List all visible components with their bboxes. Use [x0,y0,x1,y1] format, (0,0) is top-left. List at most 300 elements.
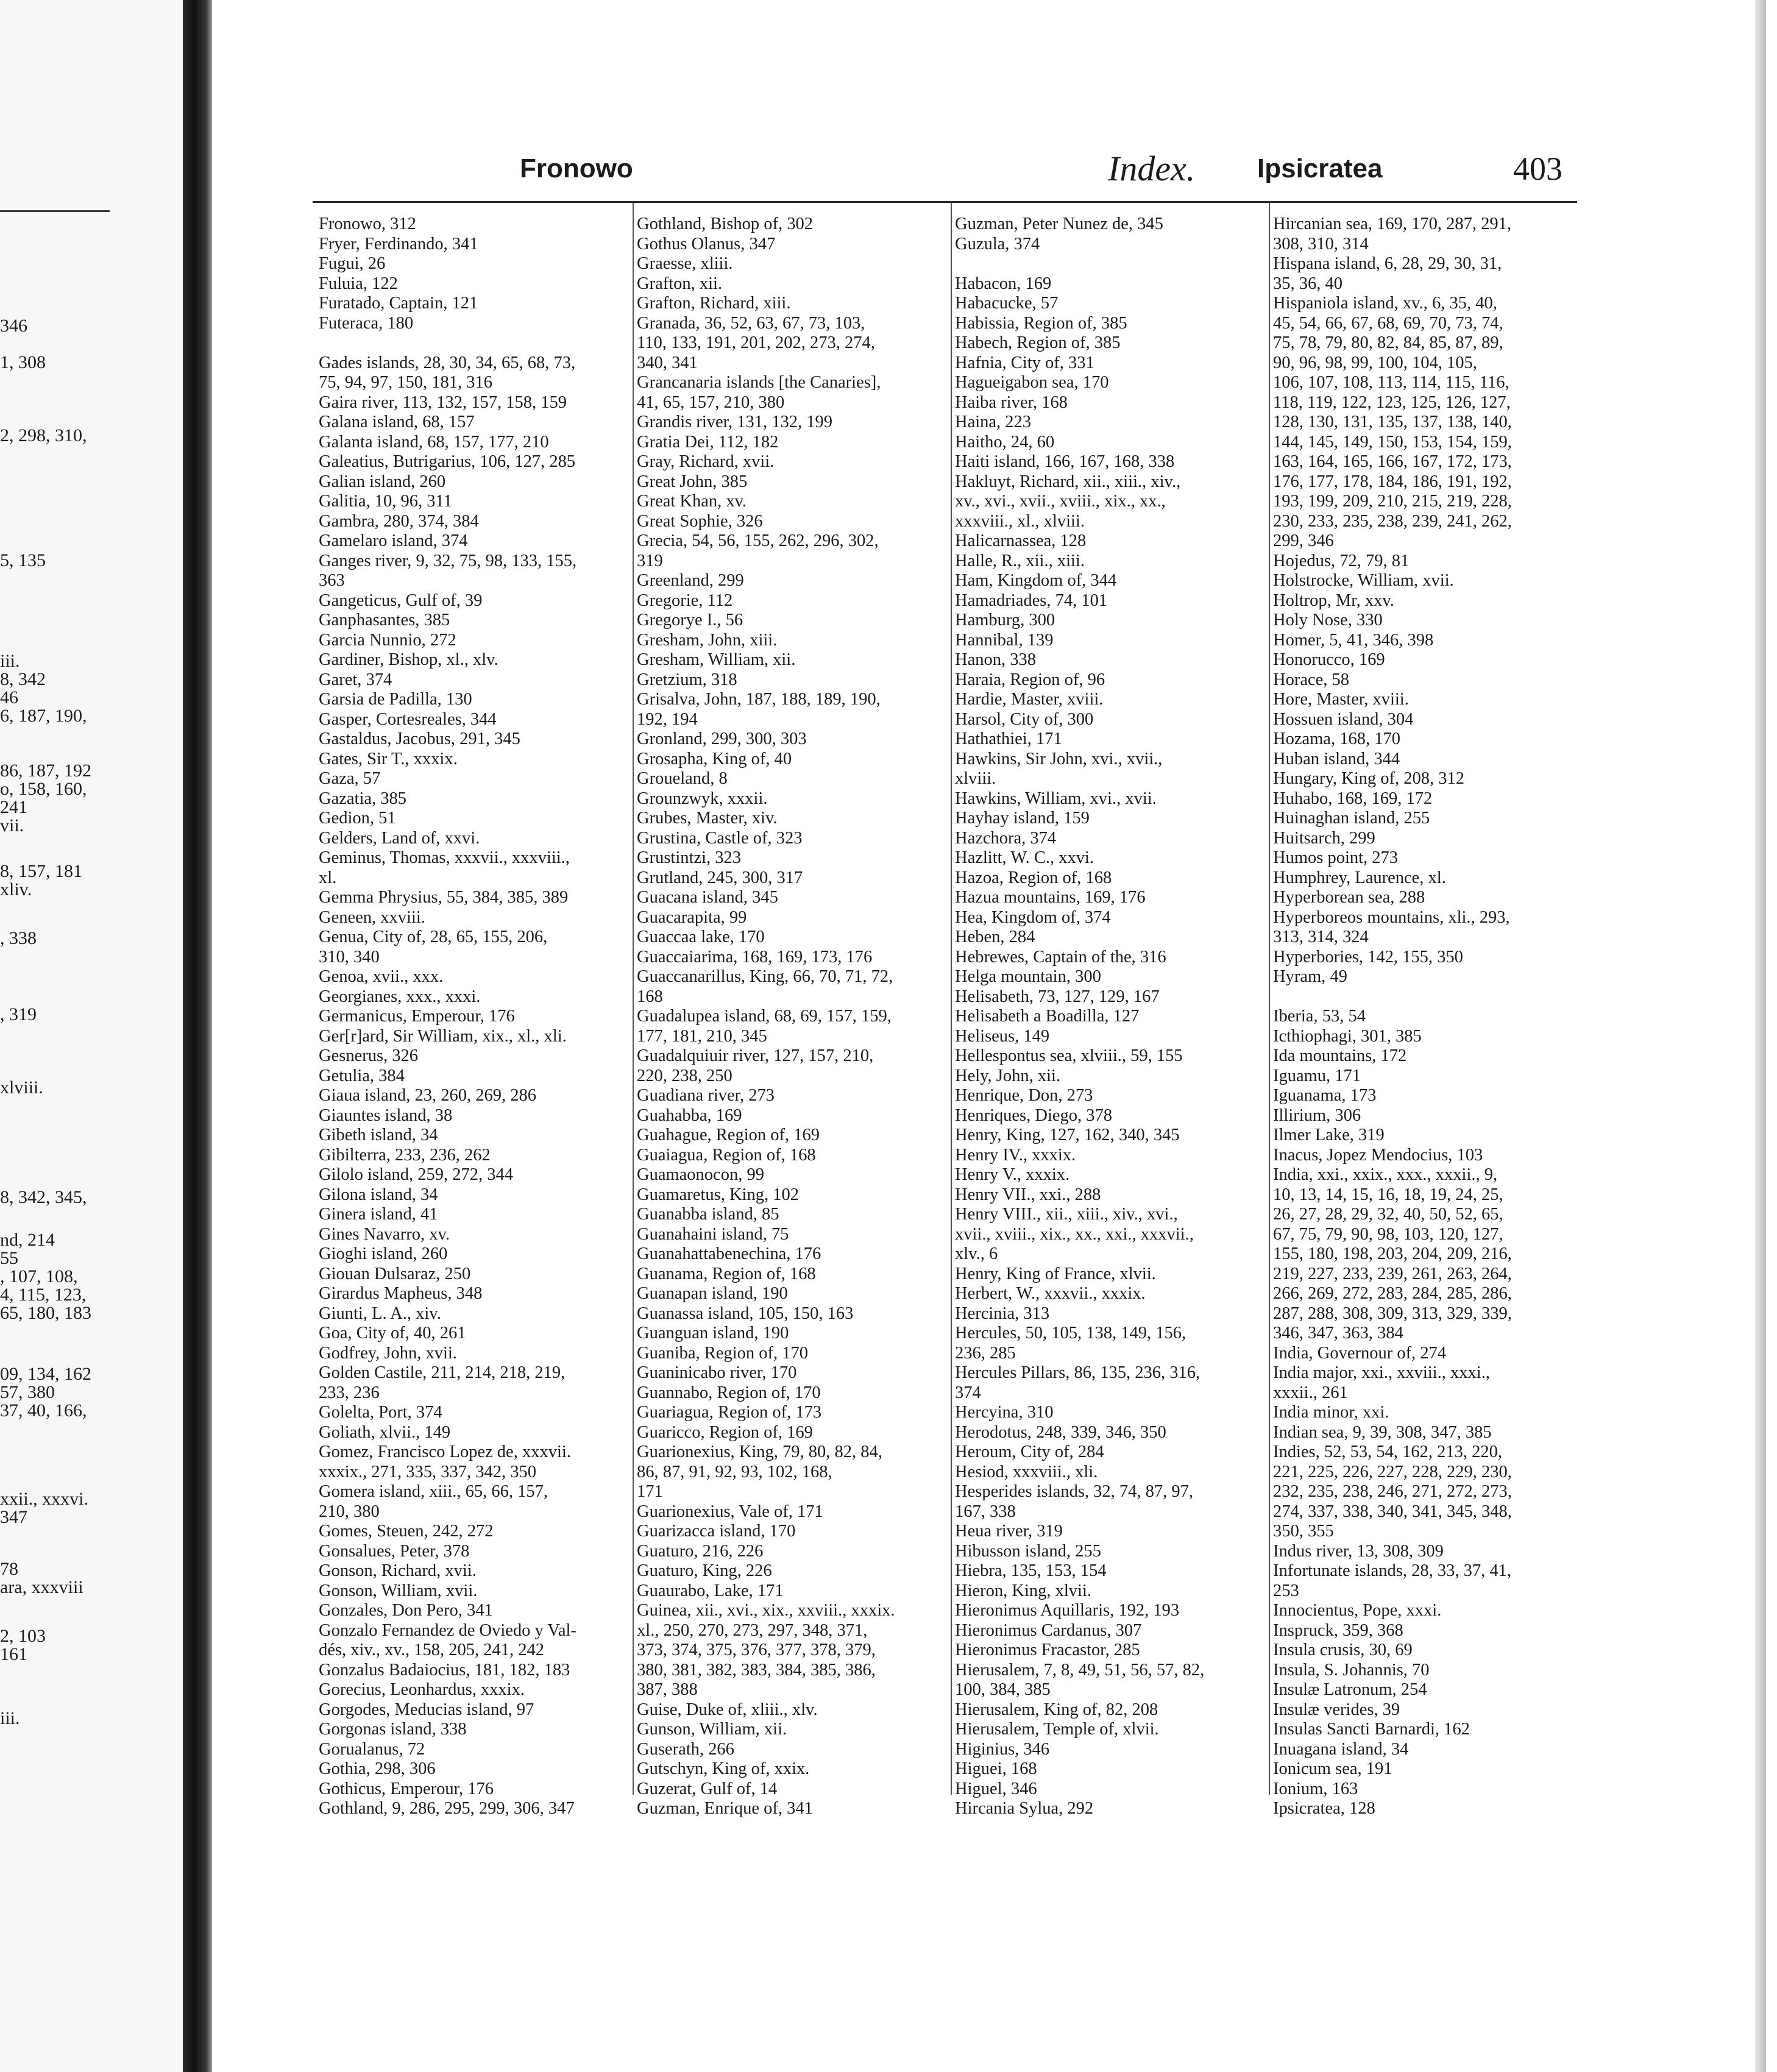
index-entry-line: Holy Nose, 330 [1273,611,1383,630]
index-entry-line: Gomera island, xiii., 65, 66, 157, [319,1482,548,1501]
index-entry-continuation: 346, 347, 363, 384 [1273,1324,1403,1343]
index-entry-line: Hojedus, 72, 79, 81 [1273,551,1410,570]
index-entry [637,1244,935,1265]
index-entry [319,1304,617,1324]
index-entry [319,215,617,235]
index-entry-line: Hawkins, William, xvi., xvii. [955,789,1157,808]
index-entry [955,1759,1254,1779]
index-entry-line: Humos point, 273 [1273,848,1399,867]
index-entry [637,413,935,433]
index-entry [319,1799,617,1819]
index-entry [1273,1661,1572,1681]
index-entry-line: Gonzalus Badaiocius, 181, 182, 183 [319,1660,570,1680]
index-entry [1273,690,1572,710]
index-entry-line: Hercules Pillars, 86, 135, 236, 316, [955,1363,1201,1382]
index-entry-line: Gilolo island, 259, 272, 344 [319,1165,514,1184]
index-entry-line: Habacucke, 57 [955,294,1059,313]
index-entry [319,1244,617,1265]
index-entry-line: India, Governour of, 274 [1273,1343,1447,1363]
index-entry-line: Giunti, L. A., xiv. [319,1304,441,1323]
index-entry [319,591,617,611]
index-entry-continuation: 10, 13, 14, 15, 16, 18, 19, 24, 25, [1273,1185,1503,1204]
index-entry-line: Guamaretus, King, 102 [637,1185,799,1204]
index-entry [319,1165,617,1185]
index-entry [955,848,1254,868]
index-entry-line: Henriques, Diego, 378 [955,1105,1113,1125]
index-entry [319,1661,617,1681]
index-entry-line: Gray, Richard, xvii. [637,452,775,471]
index-entry-continuation: xv., xvi., xvii., xviii., xix., xx., [955,492,1166,511]
index-entry-continuation: 313, 314, 324 [1273,928,1369,946]
index-entry-line: Insulas Sancti Barnardi, 162 [1273,1720,1470,1739]
index-entry-line: Great Khan, xv. [637,492,747,511]
index-entry-line: Grounzwyk, xxxii. [637,789,768,808]
index-entry-line: Henry VIII., xii., xiii., xiv., xvi., [955,1205,1178,1224]
index-entry-continuation: 193, 199, 209, 210, 215, 219, 228, [1273,492,1512,511]
index-entry [637,1581,935,1602]
index-entry [637,254,935,274]
index-entry [319,1344,617,1364]
index-entry [1273,769,1572,789]
index-entry [319,1027,617,1047]
previous-page-text-fragment: 5, 135 [0,550,46,570]
index-entry [319,1720,617,1740]
index-entry [955,1740,1254,1760]
index-entry-continuation: 210, 380 [319,1502,380,1521]
index-entry-line: Gretzium, 318 [637,670,737,689]
index-entry [319,1442,617,1482]
index-entry [955,789,1254,809]
index-entry-line: Gregorye I., 56 [637,611,743,630]
index-entry-line: Ganges river, 9, 32, 75, 98, 133, 155, [319,551,577,570]
index-entry-line: Hieronimus Aquillaris, 192, 193 [955,1601,1180,1620]
index-entry-line: Haitho, 24, 60 [955,432,1055,452]
index-entry-line: Insulæ verides, 39 [1273,1700,1400,1719]
previous-page-text-fragment: 1, 308 [0,352,46,372]
index-entry-line: Guahague, Region of, 169 [637,1126,820,1144]
index-entry [955,729,1254,750]
index-entry-line: Genoa, xvii., xxx. [319,967,444,986]
index-entry-line: India minor, xxi. [1273,1403,1389,1422]
index-entry [1273,1007,1572,1027]
index-entry [637,1205,935,1225]
index-entry-line: Gines Navarro, xv. [319,1224,450,1244]
index-entry-line: Gomez, Francisco Lopez de, xxxvii. [319,1442,571,1461]
index-entry [955,928,1254,948]
index-entry-line: Gonson, William, xvii. [319,1581,478,1600]
index-entry [319,512,617,532]
index-entry [1273,552,1572,572]
index-entry [637,1799,935,1819]
index-entry-line: Gomes, Steuen, 242, 272 [319,1522,494,1541]
index-entry-line: Hiebra, 135, 153, 154 [955,1561,1107,1580]
index-entry-line: Gazatia, 385 [319,789,407,808]
index-entry [955,1086,1254,1106]
previous-page-text-fragment: 4, 115, 123, [0,1285,87,1305]
index-entry [637,1344,935,1364]
index-entry [1273,1779,1572,1800]
index-entry [319,294,617,314]
index-entry-line: Guaninicabo river, 170 [637,1363,797,1382]
index-entry [1273,670,1572,690]
index-entry-line: Hafnia, City of, 331 [955,353,1094,372]
index-entry-line: Gates, Sir T., xxxix. [319,749,458,768]
previous-page-text-fragment: 6, 187, 190, [0,706,87,726]
index-entry [955,1027,1254,1047]
index-entry [637,1442,935,1502]
index-entry-continuation: 221, 225, 226, 227, 228, 229, 230, [1273,1462,1512,1481]
index-entry-line: Grafton, Richard, xiii. [637,294,791,313]
index-entry-line: Guise, Duke of, xliii., xlv. [637,1700,818,1719]
index-entry-line: Honorucco, 169 [1273,650,1385,669]
index-entry-line: Fuluia, 122 [319,274,398,293]
index-entry-continuation: 236, 285 [955,1343,1016,1363]
index-entry-continuation: 176, 177, 178, 184, 186, 191, 192, [1273,472,1512,491]
index-entry-line: Gaza, 57 [319,769,381,788]
index-entry [637,1086,935,1106]
index-entry [955,631,1254,651]
index-entry [319,1265,617,1285]
index-entry [637,948,935,968]
index-entry [319,650,617,670]
index-entry-continuation: 45, 54, 66, 67, 68, 69, 70, 73, 74, [1273,313,1503,333]
index-entry-continuation: 75, 78, 79, 80, 82, 84, 85, 87, 89, [1273,333,1503,352]
index-entry-continuation: 86, 87, 91, 92, 93, 102, 168, [637,1462,832,1481]
index-entry-line: Gedion, 51 [319,809,396,828]
index-entry-line: Guanabba island, 85 [637,1205,779,1224]
index-entry-line: Henry IV., xxxix. [955,1145,1076,1165]
index-entry-line: Hircanian sea, 169, 170, 287, 291, [1273,215,1511,233]
index-entry [319,492,617,512]
index-entry [1273,789,1572,809]
index-entry-line: Helisabeth a Boadilla, 127 [955,1007,1140,1026]
index-entry [637,492,935,512]
index-entry-line: Hyperborean sea, 288 [1273,888,1425,907]
index-entry-continuation: 299, 346 [1273,531,1334,550]
index-entry-line: Huban island, 344 [1273,749,1400,768]
index-entry-line: Graesse, xliii. [637,254,733,273]
index-entry-continuation: 155, 180, 198, 203, 204, 209, 216, [1273,1244,1512,1263]
previous-page-text-fragment: 78 [0,1559,18,1579]
index-entry [637,1601,935,1700]
index-entry-continuation: 373, 374, 375, 376, 377, 378, 379, [637,1641,876,1659]
index-entry-line: Herbert, W., xxxvii., xxxix. [955,1284,1146,1303]
index-entry-line: Grustintzi, 323 [637,848,741,867]
index-entry [637,1502,935,1522]
index-entry [319,710,617,730]
index-entry-line: Haiba river, 168 [955,392,1068,412]
index-entry-line: Groueland, 8 [637,769,728,788]
index-entry-line: Guzerat, Gulf of, 14 [637,1779,778,1798]
index-entry [637,215,935,235]
index-entry [319,1066,617,1087]
index-entry [955,353,1254,374]
index-entry [955,650,1254,670]
index-entry-continuation: 266, 269, 272, 283, 284, 285, 286, [1273,1284,1512,1303]
index-entry-line: Guanama, Region of, 168 [637,1264,816,1283]
index-entry-line: Georgianes, xxx., xxxi. [319,987,481,1006]
index-entry-line: Homer, 5, 41, 346, 398 [1273,630,1434,650]
index-entry [955,967,1254,987]
index-entry [955,433,1254,453]
index-entry [955,809,1254,829]
index-entry [637,1423,935,1443]
index-entry-continuation: 287, 288, 308, 309, 313, 329, 339, [1273,1304,1512,1323]
index-entry [955,1363,1254,1403]
index-entry-line: Henry VII., xxi., 288 [955,1185,1101,1204]
index-entry [1273,1720,1572,1740]
index-entry-line: Heliseus, 149 [955,1026,1050,1046]
index-entry [319,848,617,888]
index-entry-line: Grandis river, 131, 132, 199 [637,413,833,431]
index-entry [637,631,935,651]
previous-page-text-fragment: nd, 214 [0,1230,55,1250]
index-entry [319,967,617,987]
index-entry [319,789,617,809]
index-entry-line: Indian sea, 9, 39, 308, 347, 385 [1273,1422,1492,1442]
index-entry-line: Galian island, 260 [319,472,446,491]
previous-page-text-fragment: 55 [0,1248,18,1268]
index-entry [1273,1046,1572,1066]
index-entry [319,1740,617,1760]
previous-page-text-fragment: 46 [0,687,18,708]
index-entry-line: Gorecius, Leonhardus, xxxix. [319,1680,525,1699]
index-entry-line: Hibusson island, 255 [955,1541,1101,1561]
index-entry [637,789,935,809]
index-entry-line: Hesiod, xxxviii., xli. [955,1462,1098,1481]
index-entry [319,552,617,591]
index-entry-line: Guahabba, 169 [637,1105,742,1125]
index-entry-line: Hierusalem, Temple of, xlvii. [955,1720,1159,1739]
index-entry [1273,1344,1572,1364]
index-entry-line: Hawkins, Sir John, xvi., xvii., [955,749,1163,768]
index-entry-continuation: 220, 238, 250 [637,1066,732,1085]
index-entry-line: Guzman, Enrique of, 341 [637,1799,813,1818]
header-rule [313,201,1577,203]
index-entry-continuation: 90, 96, 98, 99, 100, 104, 105, [1273,353,1477,372]
index-entry [319,433,617,453]
index-entry-line: Gonzales, Don Pero, 341 [319,1601,493,1620]
index-entry-continuation: 26, 27, 28, 29, 32, 40, 50, 52, 65, [1273,1205,1503,1224]
index-entry-continuation: 168 [637,987,663,1006]
index-column-1 [319,215,617,1819]
index-entry-continuation: 230, 233, 235, 238, 239, 241, 262, [1273,511,1512,531]
index-entry [319,631,617,651]
index-entry-line: Infortunate islands, 28, 33, 37, 41, [1273,1561,1512,1580]
index-entry-line: Guanguan island, 190 [637,1324,789,1343]
index-entry-line: Higuel, 346 [955,1779,1037,1798]
index-entry-line: Hircania Sylua, 292 [955,1799,1094,1818]
index-entry [955,413,1254,433]
index-entry [319,1146,617,1166]
index-entry-line: Guzula, 374 [955,234,1040,254]
previous-page-text-fragment: 161 [0,1644,27,1664]
index-entry-continuation: 177, 181, 210, 345 [637,1026,767,1046]
index-entry-line: Haraia, Region of, 96 [955,670,1105,689]
index-entry [955,274,1254,294]
index-entry-line: Gaira river, 113, 132, 157, 158, 159 [319,392,567,412]
index-entry [637,1165,935,1185]
page-number: 403 [1513,151,1562,187]
index-entry [1273,1542,1572,1562]
index-entry-line: Gothicus, Emperour, 176 [319,1779,494,1798]
column-divider [951,203,952,1795]
index-entry-line: Guarizacca island, 170 [637,1522,796,1541]
index-entry-line: Fronowo, 312 [319,215,416,233]
index-entry-line: Huinaghan island, 255 [1273,809,1430,828]
index-entry-line: Hamburg, 300 [955,611,1055,630]
index-entry [955,1720,1254,1740]
index-entry-line: Habacon, 169 [955,274,1052,293]
previous-page-text-fragment: , 338 [0,928,37,948]
index-entry [955,1641,1254,1661]
index-entry [637,829,935,849]
index-entry [955,333,1254,353]
index-entry-line: Gonzalo Fernandez de Oviedo y Val- [319,1620,576,1640]
index-entry-line: Futeraca, 180 [319,313,414,333]
index-entry [637,729,935,750]
index-entry-line: Gibeth island, 34 [319,1126,438,1144]
index-entry [319,314,617,334]
index-entry-continuation: 219, 227, 233, 239, 261, 263, 264, [1273,1264,1512,1283]
index-entry [319,1601,617,1621]
index-entry [637,1542,935,1562]
index-entry [319,670,617,690]
index-entry [637,1225,935,1245]
index-entry [637,1561,935,1581]
index-entry [1273,1165,1572,1344]
index-entry [319,413,617,433]
index-entry [955,373,1254,393]
index-entry [319,1482,617,1522]
index-entry [637,1522,935,1542]
index-entry [1273,1740,1572,1760]
index-entry-line: Ida mountains, 172 [1273,1046,1407,1065]
index-entry [1273,1423,1572,1443]
previous-page-text-fragment: , 107, 108, [0,1266,78,1286]
index-entry-line: Goliath, xlvii., 149 [319,1422,451,1442]
index-entry-line: Gregorie, 112 [637,591,733,610]
index-entry-line: Hardie, Master, xviii. [955,690,1104,709]
index-entry-line: Guarionexius, King, 79, 80, 82, 84, [637,1442,882,1461]
index-entry-continuation: 128, 130, 131, 135, 137, 138, 140, [1273,413,1512,431]
index-entry-continuation: 232, 235, 238, 246, 271, 272, 273, [1273,1482,1512,1501]
index-entry [637,591,935,611]
index-entry-line: Insulæ Latronum, 254 [1273,1680,1427,1699]
index-entry [637,1106,935,1126]
index-entry-continuation: 274, 337, 338, 340, 341, 345, 348, [1273,1502,1512,1521]
index-entry [955,1561,1254,1581]
index-entry-line: Gutschyn, King of, xxix. [637,1759,810,1778]
index-entry-line: Garet, 374 [319,670,392,689]
previous-page-text-fragment: vii. [0,815,24,836]
index-entry [637,472,935,492]
index-entry-line: Hyram, 49 [1273,967,1347,986]
index-entry-line: Ginera island, 41 [319,1205,438,1224]
index-entry-line: Insula, S. Johannis, 70 [1273,1660,1430,1680]
index-entry-line: Halicarnassea, 128 [955,531,1087,550]
index-entry-line: Gonson, Richard, xvii. [319,1561,477,1580]
index-entry-line: Henry, King, 127, 162, 340, 345 [955,1126,1180,1144]
index-entry [955,1700,1254,1720]
index-entry-line: Inacus, Jopez Mendocius, 103 [1273,1145,1483,1165]
index-entry [319,1324,617,1344]
index-entry-line: Inspruck, 359, 368 [1273,1620,1403,1640]
index-entry-line: Ipsicratea, 128 [1273,1799,1375,1818]
index-entry [319,1403,617,1423]
index-entry-continuation: xl., 250, 270, 273, 297, 348, 371, [637,1620,868,1640]
index-entry [637,809,935,829]
index-entry [637,769,935,789]
index-entry [637,1403,935,1423]
index-entry [637,452,935,472]
index-entry-line: Helisabeth, 73, 127, 129, 167 [955,987,1160,1006]
index-entry-line: Hierusalem, King of, 82, 208 [955,1700,1158,1719]
index-entry [955,1542,1254,1562]
index-entry [1273,888,1572,908]
index-entry [955,908,1254,928]
previous-page-text-fragment: 37, 40, 166, [0,1400,87,1421]
index-entry [955,294,1254,314]
index-entry [955,1799,1254,1819]
index-column-4 [1273,215,1572,1819]
index-entry-continuation: 171 [637,1482,663,1501]
index-entry-line: Ganphasantes, 385 [319,611,450,630]
index-entry-line: Helga mountain, 300 [955,967,1101,986]
index-entry-continuation: 110, 133, 191, 201, 202, 273, 274, [637,333,875,352]
index-entry-line: Ger[r]ard, Sir William, xix., xl., xli. [319,1026,567,1046]
index-entry [319,908,617,928]
index-entry-continuation: 363 [319,571,345,590]
index-entry [955,1324,1254,1363]
index-entry [1273,1106,1572,1126]
previous-page-text-fragment: o, 158, 160, [0,779,87,799]
index-entry [319,235,617,255]
index-entry [319,452,617,472]
index-entry [955,1661,1254,1700]
index-entry [319,769,617,789]
previous-page-text-fragment: 8, 342, 345, [0,1187,87,1207]
index-entry-line: Huitsarch, 299 [1273,828,1375,848]
index-entry-line: Grafton, xii. [637,274,723,293]
index-entry [637,235,935,255]
index-entry-line: Hispaniola island, xv., 6, 35, 40, [1273,294,1497,313]
index-entry [1273,1799,1572,1819]
index-entry-line: Hathathiei, 171 [955,729,1062,748]
index-entry-line: Gambra, 280, 374, 384 [319,511,479,531]
index-entry-line: Innocientus, Pope, xxxi. [1273,1601,1442,1620]
index-entry [319,1581,617,1602]
index-entry [637,1265,935,1285]
index-entry [1273,729,1572,750]
index-entry-line: Gresham, John, xiii. [637,630,778,650]
index-entry-line: Guaiagua, Region of, 168 [637,1145,816,1165]
index-entry [1273,1126,1572,1146]
index-entry-line: Higuei, 168 [955,1759,1037,1778]
index-entry-line: Gibilterra, 233, 236, 262 [319,1145,491,1165]
index-entry [955,948,1254,968]
index-entry-line: Giouan Dulsaraz, 250 [319,1264,471,1283]
index-entry [955,571,1254,591]
index-entry [955,1601,1254,1621]
index-entry-line: Germanicus, Emperour, 176 [319,1007,515,1026]
index-entry-line: Henry, King of France, xlvii. [955,1264,1156,1283]
index-entry-line: Guarionexius, Vale of, 171 [637,1502,823,1521]
index-entry [319,1759,617,1779]
index-entry-line: Fryer, Ferdinando, 341 [319,234,478,254]
index-entry-continuation: xxxii., 261 [1273,1383,1348,1402]
index-entry-line: Furatado, Captain, 121 [319,294,478,313]
